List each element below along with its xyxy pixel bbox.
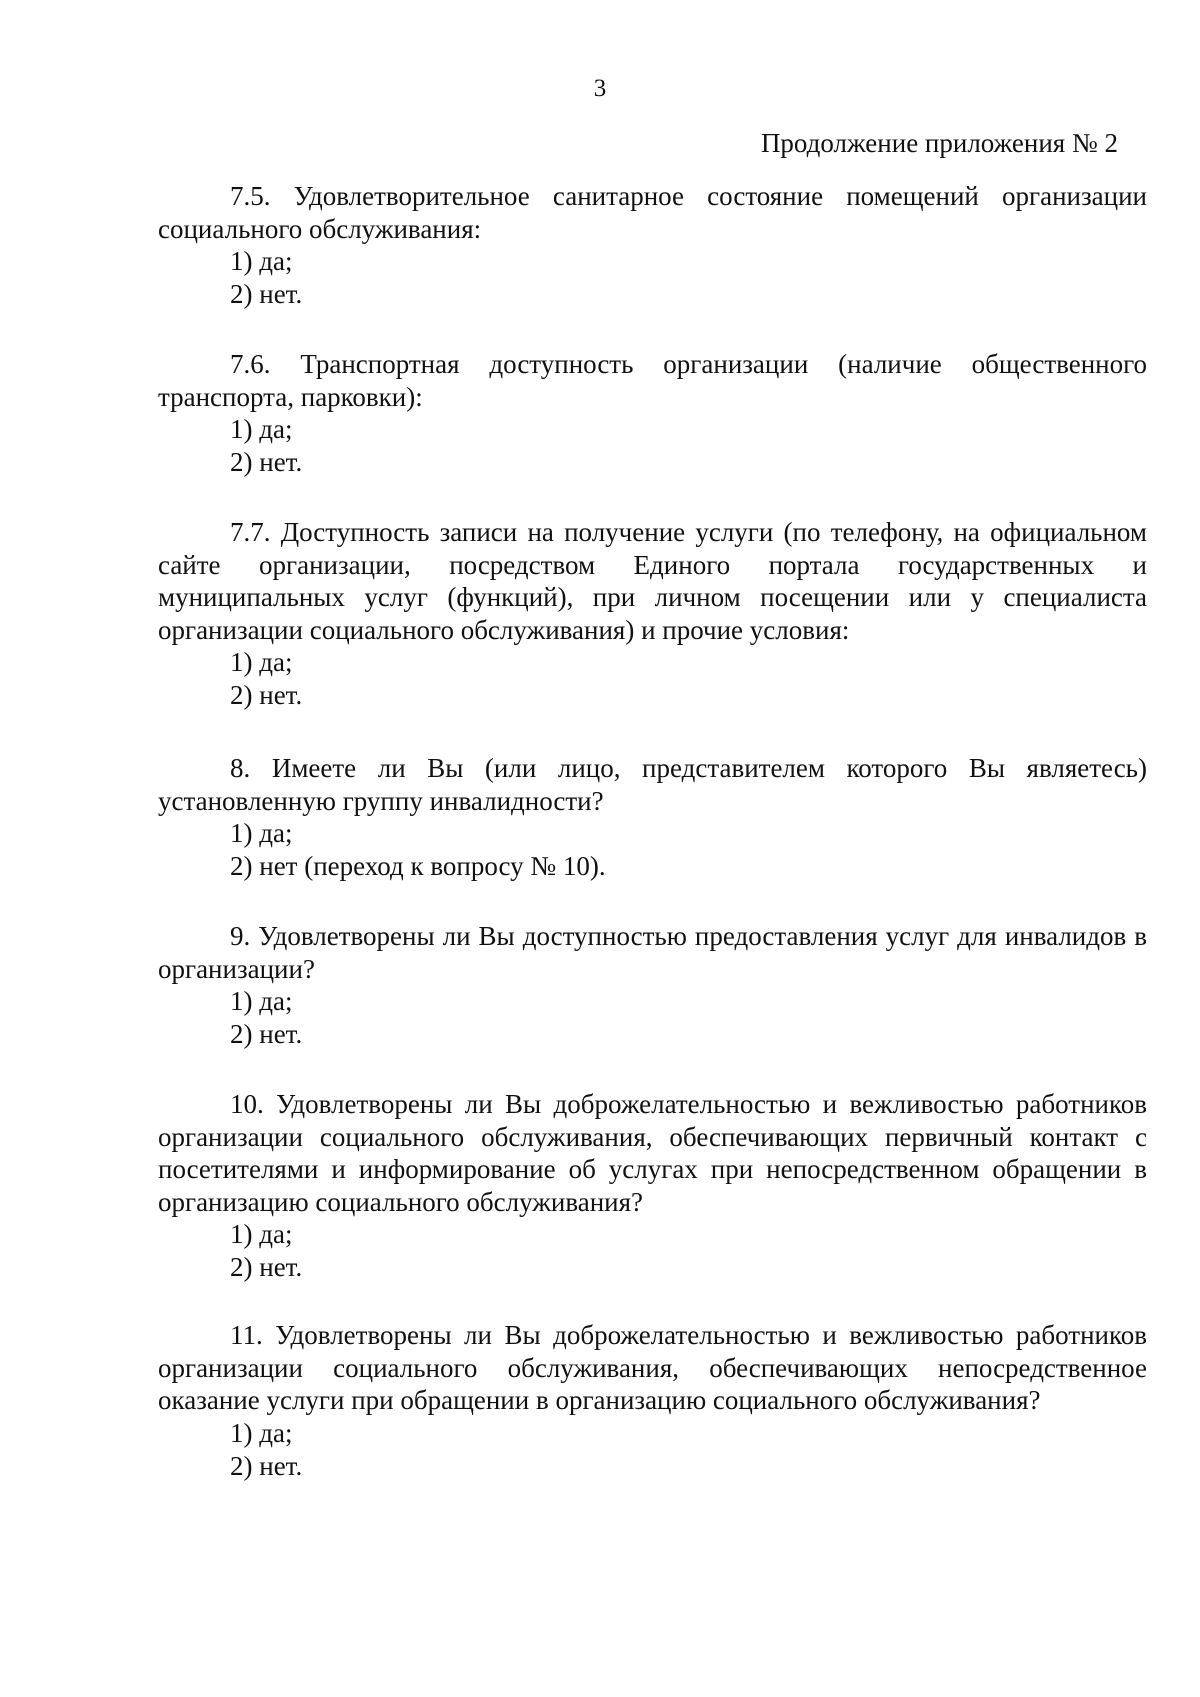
- question-text: 7.7. Доступность записи на получение услуги (по телефону, на официальном сайте организации, посредством Единого портала государственных и муниципальных услуг (функций), при личном посещении или у специалиста организации социального обслуживания) и прочие условия:: [158, 517, 1147, 645]
- answer-option-no: 2) нет.: [230, 1450, 303, 1481]
- question-text: 7.5. Удовлетворительное санитарное состояние помещений организации социального обслуживания:: [158, 181, 1147, 244]
- answer-option-yes: 1) да;: [230, 414, 293, 444]
- answer-option-yes: 1) да;: [230, 1417, 293, 1448]
- answer-option-yes: 1) да;: [230, 986, 293, 1016]
- answer-option-no: 2) нет.: [230, 279, 303, 309]
- question-7-5: [158, 180, 1147, 311]
- question-text: 10. Удовлетворены ли Вы доброжелательностью и вежливостью работников организации социального обслуживания, обеспечивающих первичный контакт с посетителями и информирование об услугах при непосредственном обращении в организацию социального обслуживания?: [158, 1089, 1147, 1217]
- answer-option-no: 2) нет.: [230, 680, 303, 710]
- question-7-7: [158, 516, 1147, 712]
- answer-option-no: 2) нет (переход к вопросу № 10).: [230, 851, 606, 881]
- question-11: [158, 1319, 1147, 1483]
- question-8: [158, 752, 1147, 883]
- answer-option-no: 2) нет.: [230, 1252, 303, 1282]
- question-10: [158, 1088, 1147, 1284]
- answer-option-yes: 1) да;: [230, 647, 293, 677]
- answer-option-no: 2) нет.: [230, 447, 303, 477]
- question-text: 9. Удовлетворены ли Вы доступностью предоставления услуг для инвалидов в организации?: [158, 921, 1147, 984]
- question-text: 7.6. Транспортная доступность организации (наличие общественного транспорта, парковки):: [158, 349, 1147, 412]
- page-number: 3: [593, 75, 607, 102]
- question-text: 8. Имеете ли Вы (или лицо, представителем которого Вы являетесь) установленную группу инвалидности?: [158, 753, 1147, 816]
- answer-option-no: 2) нет.: [230, 1019, 303, 1049]
- question-9: [158, 920, 1147, 1051]
- answer-option-yes: 1) да;: [230, 818, 293, 848]
- question-7-6: [158, 348, 1147, 479]
- question-text: 11. Удовлетворены ли Вы доброжелательностью и вежливостью работников организации социального обслуживания, обеспечивающих непосредственное оказание услуги при обращении в организацию социального обслуживания?: [158, 1320, 1147, 1415]
- appendix-continuation-note: Продолжение приложения № 2: [760, 128, 1118, 158]
- answer-option-yes: 1) да;: [230, 246, 293, 276]
- answer-option-yes: 1) да;: [230, 1219, 293, 1249]
